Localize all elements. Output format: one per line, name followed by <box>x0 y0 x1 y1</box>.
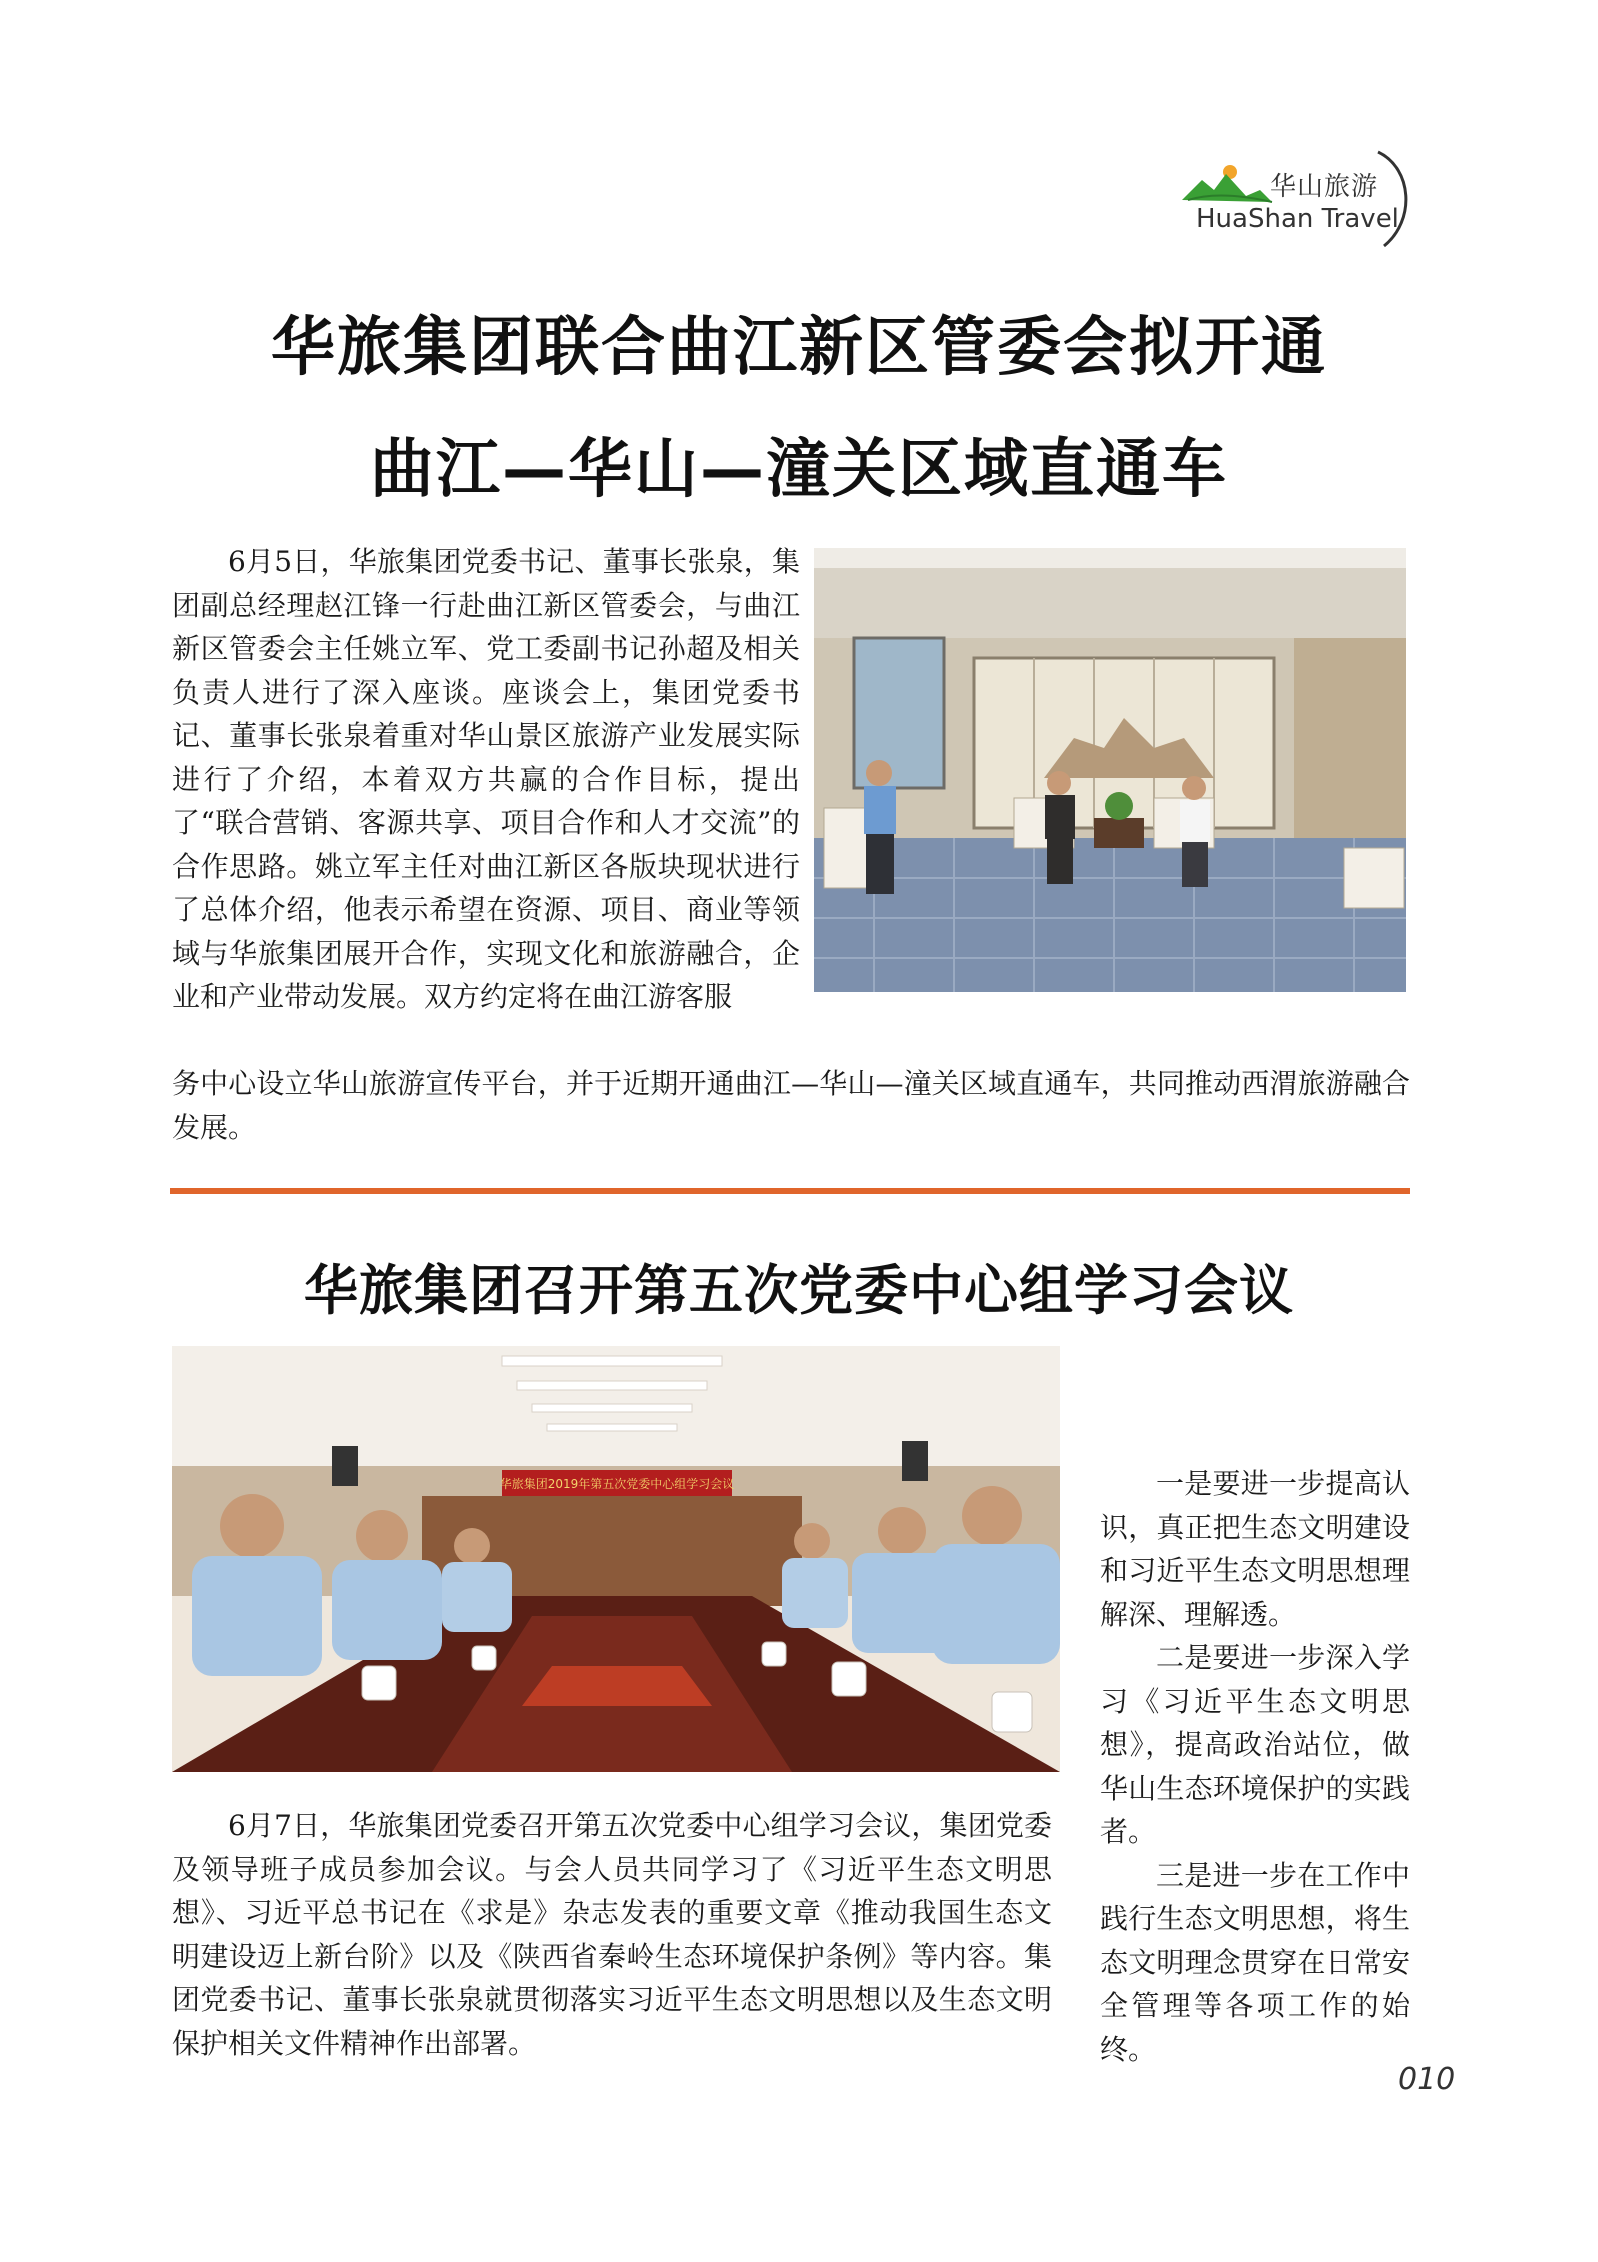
huashan-travel-logo <box>1180 150 1415 250</box>
meeting-room-photo <box>814 548 1406 992</box>
side-point-2: 二是要进一步深入学习《习近平生态文明思想》，提高政治站位，做华山生态环境保护的实践者。 <box>1100 1641 1410 1848</box>
article1-title-line2: 曲江—华山—潼关区域直通车 <box>370 433 1228 507</box>
logo-name-cn: 华山旅游 <box>1270 172 1379 202</box>
study-meeting-photo <box>172 1346 1060 1772</box>
article2-title: 华旅集团召开第五次党委中心组学习会议 <box>304 1259 1294 1322</box>
meeting-banner-text: 华旅集团2019年第五次党委中心组学习会议 <box>499 1477 735 1491</box>
article2-paragraph-main: 6月7日，华旅集团党委召开第五次党委中心组学习会议，集团党委及领导班子成员参加会议。与会人员共同学习了《习近平生态文明思想》、习近平总书记在《求是》杂志发表的重要文章《推动我国生态文明建设迈上新台阶》以及《陕西省秦岭生态环境保护条例》等内容。集团党委书记、董事长张泉就贯彻落实习近平生态文明思想以及生态文明保护相关文件精神作出部署。 <box>172 1809 1052 2060</box>
page-number: 010 <box>1398 2062 1456 2097</box>
side-point-1: 一是要进一步提高认识，真正把生态文明建设和习近平生态文明思想理解深、理解透。 <box>1100 1467 1410 1631</box>
logo-name-en: HuaShan Travel <box>1196 204 1399 234</box>
article1-paragraph-bottom: 务中心设立华山旅游宣传平台，并于近期开通曲江—华山—潼关区域直通车，共同推动西渭旅游融合发展。 <box>172 1067 1410 1144</box>
article2-side-column <box>1100 1462 1410 2071</box>
side-point-3: 三是进一步在工作中践行生态文明思想，将生态文明理念贯穿在日常安全管理等各项工作的始终。 <box>1100 1858 1410 2066</box>
article1-title-line1: 华旅集团联合曲江新区管委会拟开通 <box>271 311 1327 385</box>
article1-paragraph-top: 6月5日，华旅集团党委书记、董事长张泉，集团副总经理赵江锋一行赴曲江新区管委会，与曲江新区管委会主任姚立军、党工委副书记孙超及相关负责人进行了深入座谈。座谈会上，集团党委书记、董事长张泉着重对华山景区旅游产业发展实际进行了介绍，本着双方共赢的合作目标，提出了“联合营销、客源共享、项目合作和人才交流”的合作思路。姚立军主任对曲江新区各版块现状进行了总体介绍，他表示希望在资源、项目、商业等领域与华旅集团展开合作，实现文化和旅游融合，企业和产业带动发展。双方约定将在曲江游客服 <box>172 545 800 1013</box>
section-divider <box>170 1188 1410 1194</box>
